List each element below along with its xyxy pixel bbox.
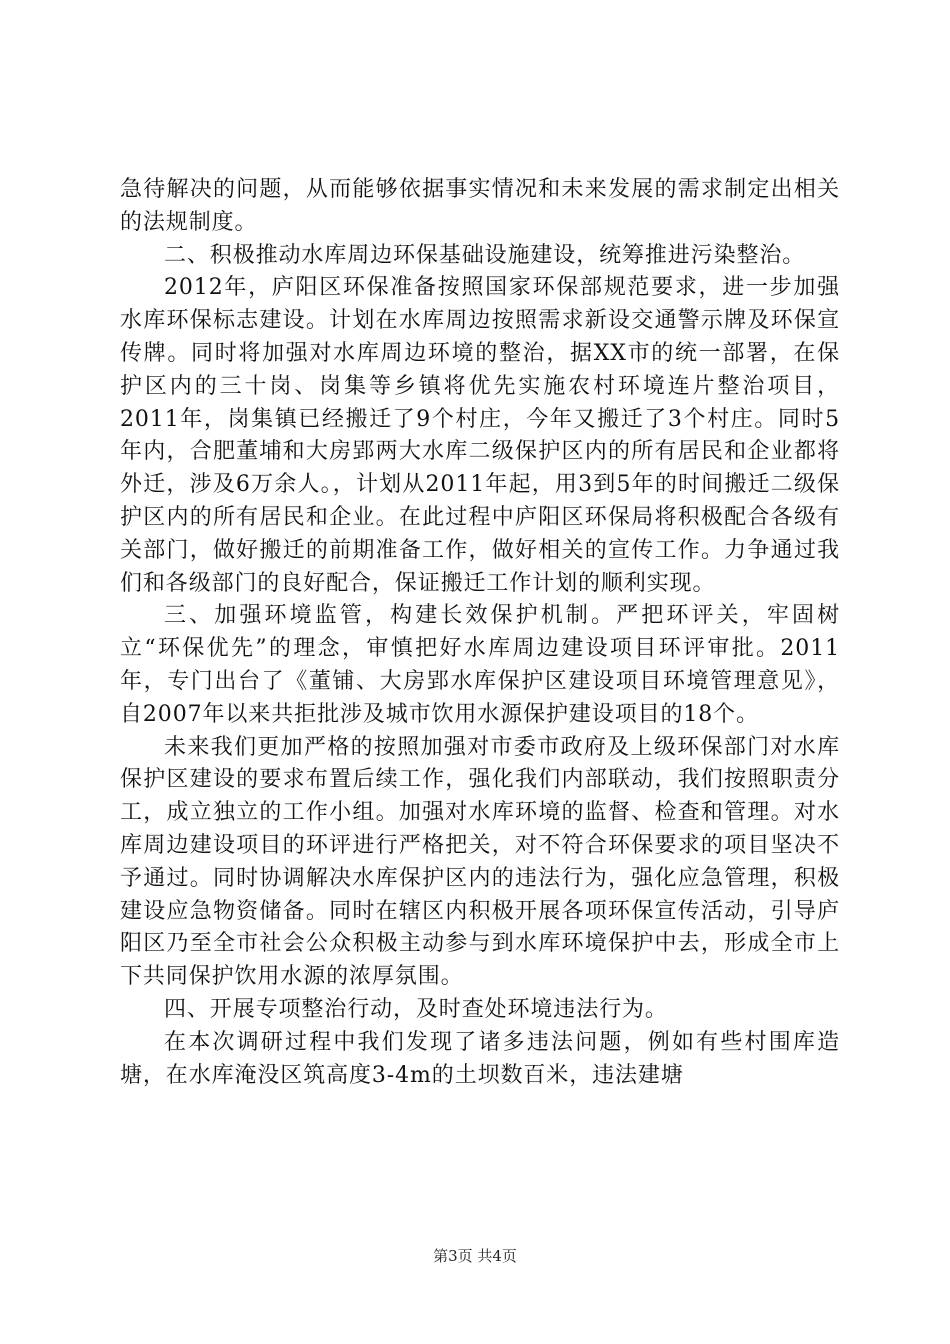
page-number-footer: 第3页 共4页 bbox=[433, 1247, 517, 1265]
paragraph-continuation: 急待解决的问题，从而能够依据事实情况和未来发展的需求制定出相关的法规制度。 bbox=[120, 177, 840, 235]
paragraph-relocation-plan: 2012年，庐阳区环保准备按照国家环保部规范要求，进一步加强水库环保标志建设。计划在水库周边按照需求新设交通警示牌及环保宣传牌。同时将加强对水库周边环境的整治，据XX市的统一部署，在保护区内的三十岗、岗集等乡镇将优先实施农村环境连片整治项目，2011年，岗集镇已经搬迁了9个村庄，今年又搬迁了3个村庄。同时5年内，合肥董埔和大房郢两大水库二级保护区内的所有居民和企业都将外迁，涉及6万余人。，计划从2011年起，用3到5年的时间搬迁二级保护区内的所有居民和企业。在此过程中庐阳区环保局将积极配合各级有关部门，做好搬迁的前期准备工作，做好相关的宣传工作。力争通过我们和各级部门的良好配合，保证搬迁工作计划的顺利实现。 bbox=[120, 275, 840, 596]
document-body bbox=[120, 174, 840, 1092]
paragraph-violations: 在本次调研过程中我们发现了诸多违法问题，例如有些村围库造塘，在水库淹没区筑高度3-4m的土坝数百米，违法建塘 bbox=[120, 1029, 840, 1088]
paragraph-future-plan: 未来我们更加严格的按照加强对市委市政府及上级环保部门对水库保护区建设的要求布置后续工作，强化我们内部联动，我们按照职责分工，成立独立的工作小组。加强对水库环境的监督、检查和管理。对水库周边建设项目的环评进行严格把关，对不符合环保要求的项目坚决不予通过。同时协调解决水库保护区内的违法行为，强化应急管理，积极建设应急物资储备。同时在辖区内积极开展各项环保宣传活动，引导庐阳区乃至全市社会公众积极主动参与到水库环境保护中去，形成全市上下共同保护饮用水源的浓厚氛围。 bbox=[120, 734, 840, 990]
section-heading-2: 二、积极推动水库周边环保基础设施建设，统筹推进污染整治。 bbox=[164, 242, 806, 268]
section-heading-3: 三、加强环境监管，构建长效保护机制。严把环评关，牢固树立“环保优先”的理念，审慎把好水库周边建设项目环评审批。2011年，专门出台了《董铺、大房郢水库保护区建设项目环境管理意见》，自2007年以来共拒批涉及城市饮用水源保护建设项目的18个。 bbox=[120, 603, 840, 727]
section-heading-4: 四、开展专项整治行动，及时查处环境违法行为。 bbox=[164, 996, 668, 1022]
